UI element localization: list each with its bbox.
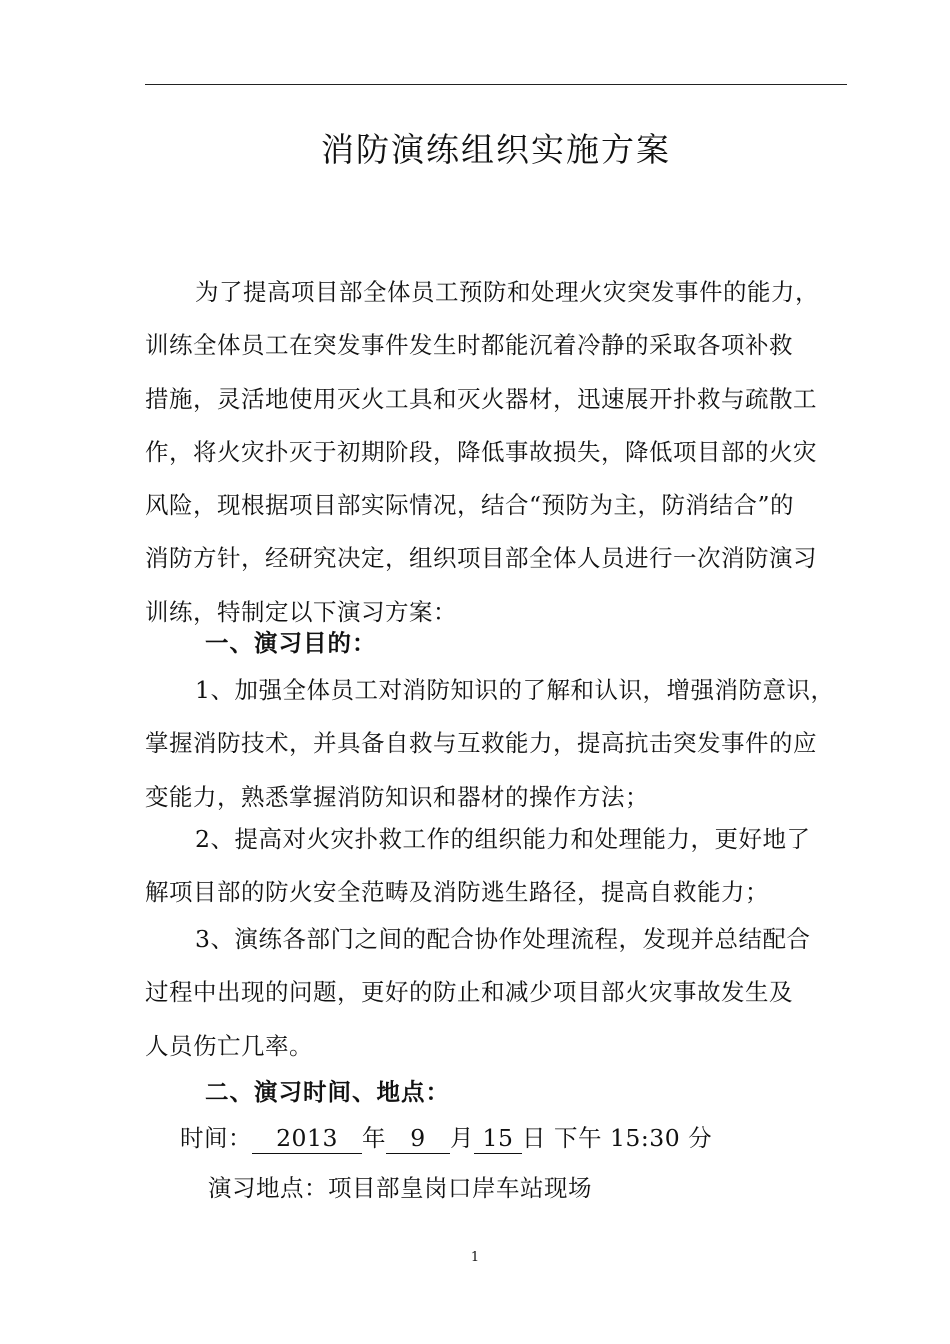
- section1-item-3: [145, 913, 810, 1073]
- time-label: 时间：: [180, 1124, 252, 1152]
- section2-heading: 二、演习时间、地点：: [205, 1078, 450, 1106]
- item-line: 3、演练各部门之间的配合协作处理流程，发现并总结配合: [195, 925, 811, 953]
- intro-line: 为了提高项目部全体员工预防和处理火灾突发事件的能力，: [195, 278, 819, 306]
- item-line: 2、提高对火灾扑救工作的组织能力和处理能力，更好地了: [195, 825, 811, 853]
- page-number: 1: [470, 1250, 480, 1265]
- year-value: 2013: [252, 1123, 362, 1154]
- month-unit: 月: [450, 1124, 474, 1152]
- header-rule: [145, 84, 847, 85]
- item-line: 解项目部的防火安全范畴及消防逃生路径，提高自救能力；: [145, 878, 769, 907]
- day-value: 15: [474, 1123, 522, 1154]
- intro-line: 风险，现根据项目部实际情况，结合“预防为主，防消结合”的: [145, 491, 795, 520]
- item-line: 变能力，熟悉掌握消防知识和器材的操作方法；: [145, 782, 649, 811]
- item-line: 1、加强全体员工对消防知识的了解和认识，增强消防意识，: [195, 676, 835, 704]
- section1-item-2: [145, 813, 810, 920]
- section1-item-1: [145, 664, 834, 824]
- location-label: 演习地点：: [208, 1174, 328, 1202]
- item-line: 人员伤亡几率。: [145, 1031, 313, 1060]
- location-line: [208, 1162, 592, 1215]
- intro-line: 训练，特制定以下演习方案：: [145, 597, 457, 626]
- location-value: 项目部皇岗口岸车站现场: [328, 1174, 592, 1202]
- intro-line: 消防方针，经研究决定，组织项目部全体人员进行一次消防演习: [145, 544, 817, 573]
- intro-paragraph: [145, 266, 819, 639]
- document-title: 消防演练组织实施方案: [321, 130, 671, 169]
- intro-line: 措施，灵活地使用灭火工具和灭火器材，迅速展开扑救与疏散工: [145, 384, 817, 413]
- month-value: 9: [386, 1123, 450, 1154]
- time-line: [180, 1112, 712, 1165]
- intro-line: 训练全体员工在突发事件发生时都能沉着冷静的采取各项补救: [145, 331, 793, 360]
- item-line: 掌握消防技术，并具备自救与互救能力，提高抗击突发事件的应: [145, 729, 817, 758]
- section1-heading: 一、演习目的：: [205, 629, 377, 657]
- item-line: 过程中出现的问题，更好的防止和减少项目部火灾事故发生及: [145, 978, 793, 1007]
- time-of-day: 下午 15:30 分: [553, 1124, 713, 1152]
- year-unit: 年: [362, 1124, 386, 1152]
- intro-line: 作，将火灾扑灭于初期阶段，降低事故损失，降低项目部的火灾: [145, 437, 817, 466]
- day-unit: 日: [522, 1124, 546, 1152]
